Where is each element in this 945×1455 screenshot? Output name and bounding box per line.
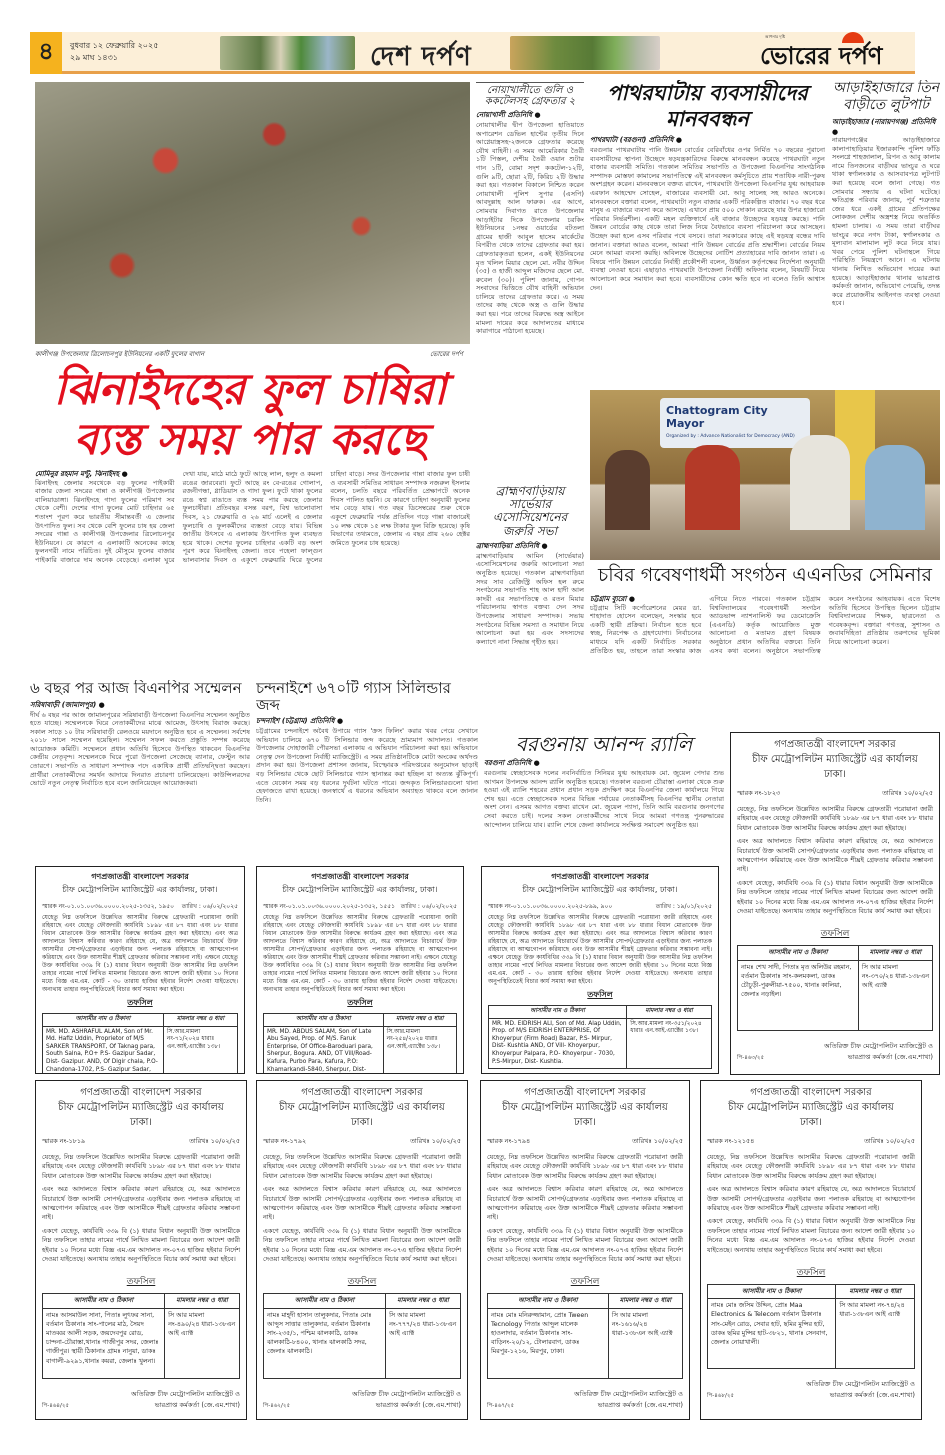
- notice-government: গণপ্রজাতন্ত্রী বাংলাদেশ সরকার: [551, 872, 649, 881]
- legal-notice: [730, 732, 940, 1075]
- signature-line-1: অতিরিক্ত চীফ মেট্রোপলিটন ম্যাজিস্ট্রেট ও: [806, 1380, 915, 1389]
- notice-paragraph: একণে যেহেতু, কার্যবিধি ৩৩৯ বি (১) ধারার বিধান অনুযায়ী উক্ত আসামীকে নিম্ন তফসিলে তাহার নামের পার্শ্বে লিখিত মামলা বিচারের জন্য আদেশ জারী হইবার ১০ দিনের মধ্যে বিজ্ঞ এম.এম আদালত নং-০৭এ হাজির হইবার নির্দেশ দেওয়া যাইতেছে। অন্যথায় তাহার অনুপস্থিতিতে বিচার কার্য সমাধা করা হইবে।: [487, 1226, 683, 1264]
- notice-government: গণপ্রজাতন্ত্রী বাংলাদেশ সরকার: [80, 1087, 202, 1098]
- notice-memo-row: [263, 901, 457, 912]
- noakhali-article: নোয়াখালীতে গুলি ও ককটেলসহ গ্রেফতার ২ নোয়াখালী প্রতিনিধি ● নোয়াখালীর দ্বীপ উপজেলা হাতিয়াতে অপারেশন ডেভিল হান্টের তৃতীয় দিনে আগ্নেয়াস্ত্রসহ-২জনকে গ্রেফতার করেছে যৌথ বাহিনী। এ সময় আমেরিকার তৈরী ১টি পিস্তল, দেশীয় তৈরী ওয়ান শুটার গান ১টি, বোমা সদৃশ ককটেল-১২টি, গুলি ৯টি, ছোরা ২টি, কিরিচ ২টি উদ্ধার করা হয়। গতকাল বিকালে নিশ্চিত করেন নোয়াখালী পুলিশ সুপার (এসপি) আবদুল্লাহ আল ফারুক। এর আগে, সোমবার দিবাগত রাতে উপজেলার আড়াইটার দিকে উপজেলার চরকিং ইউনিয়নের ১নম্বর ওয়ার্ডের বটতলা গ্রামের হাজী আবুল হাসেম মার্কেটের বিপরীত থেকে তাদের গ্রেফতার করা হয়। গ্রেফতারকৃতরা হলেন, একই ইউনিয়নের মৃত খলিল মিয়ার ছেলে মো. নবীর উদ্দিন (৩৫) ও হাজী আব্দুল মজিদের ছেলে মো. রুবেল (৩০)। পুলিশ জানায়, গোপন সংবাদের ভিত্তিতে যৌথ বাহিনী অভিযান চালিয়ে তাদের গ্রেফতার করে। এ সময় তাদের কাছ থেকে অস্ত্র ও গুলি উদ্ধার করা হয়। পরে তাদের বিরুদ্ধে অস্ত্র আইনে মামলা দায়ের করে আদালতের মাধ্যমে কারাগারে পাঠানো হয়েছে।: [476, 82, 584, 477]
- notice-paragraph: এবং অত্র আদালতে বিশ্বাস করিবার কারণ রহিয়াছে যে, অত্র আদালতে বিচারার্থে উক্ত আসামী সোপর্দ/গ্রেফতার এড়াইবার জন্য পলাতক রহিয়াছে বা আত্মগোপন করিয়াছে এবং উক্ত আসামীকে শীঘ্রই গ্রেফতার করিবার সম্ভাবনা নাই।: [487, 1185, 683, 1222]
- notice-city: ঢাকা।: [350, 1117, 374, 1128]
- photo-credit: ভোরের দর্পণ: [430, 350, 463, 358]
- signature-line-1: অতিরিক্ত চীফ মেট্রোপলিটন ম্যাজিস্ট্রেট ও: [131, 1389, 240, 1398]
- notice-schedule-title: তফসিল: [796, 1268, 826, 1279]
- speaker-1: [605, 450, 650, 530]
- section-title: দেশ দর্পণ: [370, 42, 472, 72]
- notice-paragraph: এবং অত্র আদালতে বিশ্বাস করিবার কারণ রহিয়াছে যে, অত্র আদালতে বিচারার্থে উক্ত আসামী সোপর্দ/গ্রেফতার এড়াইবার জন্য পলাতক রহিয়াছে বা আত্মগোপন করিয়াছে এবং উক্ত আসামীকে শীঘ্রই গ্রেফতার করিবার সম্ভাবনা নাই।: [263, 1185, 461, 1222]
- notice-schedule-table: [42, 1293, 240, 1378]
- notice-memo-row: [263, 1136, 461, 1147]
- table-header-row: [738, 946, 933, 960]
- seminar-banner: Chattogram City Mayor Organized by : Advance Nationalist for Democracy (AND): [660, 398, 810, 448]
- issue-date: বুধবার ১২ ফেব্রুয়ারি ২০২৫ ২৯ মাঘ ১৪৩১: [70, 41, 159, 62]
- legal-notice: [35, 866, 245, 1074]
- notice-schedule-table: [487, 1293, 683, 1378]
- notice-paragraph: এবং অত্র আদালতে বিশ্বাস করিবার কারণ রহিয়াছে যে, অত্র আদালতে বিচারার্থে উক্ত আসামী সোপর্দ/গ্রেফতার এড়াইবার জন্য পলাতক রহিয়াছে বা আত্মগোপন করিয়াছে এবং উক্ত আসামীকে শীঘ্রই গ্রেফতার করিবার সম্ভাবনা নাই।: [737, 837, 933, 874]
- column-header-accused: আসামীর নাম ও ঠিকানা: [488, 1294, 609, 1308]
- notice-paragraph: যেহেতু, নিম্ন তফসিলে উল্লেখিত আসামীর বিরুদ্ধে গ্রেফতারী পরোয়ানা জারী রহিয়াছে এবং যেহেতু ফৌজদারী কার্যবিধি ১৮৯৮ এর ৮৭ ধারা এবং ৮৮ ধারার বিধান মোতাবেক উক্ত আসামীর বিরুদ্ধে কার্যক্রম গ্রহণ করা হইয়াছে।: [707, 1153, 915, 1180]
- notice-city: ঢাকা।: [129, 1117, 153, 1128]
- speaker-4: [865, 445, 925, 530]
- lead-headline[interactable]: ঝিনাইদহের ফুল চাষিরা ব্যস্ত সময় পার করছে: [53, 365, 447, 465]
- notice-office: চীফ মেট্রোপলিটন ম্যাজিস্ট্রেট এর কার্যালয়: [58, 1102, 224, 1113]
- patharghata-article: পাথরঘাটায় ব্যবসায়ীদের মানববন্ধন পাথরঘাটা (বরগুনা) প্রতিনিধি ● বরগুনার পাথরঘাটায় পানি উন্নয়ন বোর্ডের বেরিবাঁধের ওপর নির্মিত ৭০ বছরের পুরানো ব্যবসায়ীদের স্থাপনা উচ্ছেদে ষড়যন্ত্রকারিদের বিরুদ্ধে মানববন্ধন করেছে পাথরঘাটা নতুন বাজার ব্যবসায়ী সমিতি। গতকাল সমিতির সভাপতি ও উপজেলা বিএনপির সাংগঠনিক সম্পাদক মোস্তফা কামালের সভাপতিত্বে এই মানববন্ধন কর্মসূচিতে প্রায় শতাধিক নারী-পুরুষ অংশগ্রহন করেন। মানববন্ধনে বক্তব্য রাখেন, পাথরঘাটা উপজেলা বিএনপির যুগ্ম আহবায়ক এরফান আহম্মেদ সোহেল, বাজারের ব্যবসায়ী মো. আবু সালেহ সহ আরও অনেকে। মানববন্ধনে বক্তারা বলেন, পাথরঘাটা নতুন বাজার একটি পরিকল্পিত বাজার। ৭০ বছর ধরে মানুষ এ বাজারে ব্যবসা করে আসছে। এখানে প্রায় ৫০০ দোকান রয়েছে যার উপর হাজারো পরিবার নির্ভরশীল। একটি মহল ব্যক্তিস্বার্থে এই বাজার উচ্ছেদের ষড়যন্ত্র করছে। পানি উন্নয়ন বোর্ডের কাছ থেকে তারা লিজ নিয়ে বৈধভাবে ব্যবসা পরিচালনা করে আসছেন। উচ্ছেদ করা হলে এসব পরিবার পথে বসবে। তারা সরকারের কাছে এই ষড়যন্ত্র বন্ধের দাবি জানান। বক্তারা আরও বলেন, আমরা পানি উন্নয়ন বোর্ডের প্রতি শ্রদ্ধাশীল। বোর্ডের নিয়ম মেনে আমরা ব্যবসা করছি। অবিলম্বে উচ্ছেদের নোটিশ প্রত্যাহারের দাবি জানান তারা। এ বিষয়ে পানি উন্নয়ন বোর্ডের নির্বাহী প্রকৌশলী বলেন, উর্ধ্বতন কর্তৃপক্ষের নির্দেশনা অনুযায়ী ব্যবস্থা নেওয়া হবে। এছাড়াও পাথরঘাটা উপজেলা নির্বাহী অফিসার বলেন, বিষয়টি নিয়ে আলোচনা করে সমাধান করা হবে। ব্যবসায়ীদের কোন ক্ষতি হবে না বলেও তিনি আশ্বাস দেন।: [590, 81, 825, 292]
- newspaper-logo: ভোরের দর্পণ: [760, 42, 883, 70]
- page-number: ৪: [30, 32, 62, 74]
- logo-tagline: আপনার দৃষ্টি: [765, 34, 786, 39]
- notice-body: যেহেতু নিম্ন তফসিলে উল্লেখিত আসামীর বিরুদ্ধে গ্রেফতারী পরোয়ানা জারী রহিয়াছে এবং যেহেতু ফৌজদারী কার্যবিধি ১৮৯৮ এর ৮৭ ধারা এবং ৮৮ ধারার বিধান মোতাবেক উক্ত আসামীর বিরুদ্ধে কার্যক্রম গ্রহণ করা হইয়াছে। এবং অত্র আদালতে বিশ্বাস করিবার কারণ রহিয়াছে যে, অত্র আদালতে বিচারার্থে উক্ত আসামীর সোপর্দ/গ্রেফতার এড়াইবার জন্য পলাতক রহিয়াছে বা আত্মগোপন করিয়াছে এবং উক্ত আসামীর শীঘ্রই গ্রেফতার করিবার সম্ভাবনা নাই। এক্ষনে যেহেতু উক্ত কার্যবিধির ৩৩৯ বি (১) ধারার বিধান অনুযায়ী উক্ত আসামীর নিম্ন তফসিল তাহার নামের পার্শ্বে লিখিত মামলার বিচারের জন্য আদেশ জারী হইবার ১০ দিনের মধ্যে বিজ্ঞ এম.এম. কোর্ট - ৩০ তারায় হাজির হইবার নির্দেশ দেওয়া যাইতেছে। অন্যথায় তাহার অনুপস্থিতিতেই বিচার কার্য সমাধা করা হইবে।: [42, 914, 238, 993]
- notice-date: তারিখ : ০৬/০২/২০২৫: [400, 903, 457, 910]
- notice-schedule-table: [42, 1013, 238, 1074]
- case-details: সি.আর.মামলা নং-২৫৪/২০২৪ ধারাঃ এন.আই.এ্যাক্টের ১৩৮।: [383, 1026, 456, 1074]
- notice-reference-number: পি-৪৬৪/২৫: [42, 1402, 70, 1409]
- araihazar-headline[interactable]: আড়াইহাজারে তিন বাড়ীতে লুটপাট: [832, 80, 940, 113]
- column-header-case: মামলার নম্বর ও ধারা: [163, 1014, 237, 1027]
- legal-notice: [35, 1080, 247, 1420]
- column-header-accused: আসামীর নাম ও ঠিকানা: [43, 1014, 164, 1027]
- notice-office: চীফ মেট্রোপলিটন ম্যাজিস্ট্রেট এর কার্যালয়, ঢাকা।: [62, 885, 218, 894]
- notice-schedule-title: তফসিল: [347, 998, 373, 1007]
- notice-government: গণপ্রজাতন্ত্রী বাংলাদেশ সরকার: [91, 872, 189, 881]
- legal-notice: [700, 1080, 922, 1420]
- case-details: সি আর মামলা নং-৪৯০/২৪ ধারা-১৩৮এন আই এ্যাক্ট: [165, 1308, 240, 1378]
- notice-memo-row: [42, 901, 238, 912]
- notice-schedule-title: তফসিল: [820, 929, 850, 940]
- notice-reference-number: পি-৪৬৮/২৫: [707, 1393, 735, 1400]
- notice-memo-number: স্মারক নং-১২১৫৪: [707, 1137, 755, 1145]
- signature-line-1: অতিরিক্ত চীফ মেট্রোপলিটন ম্যাজিস্ট্রেট ও: [352, 1389, 461, 1398]
- notice-city: ঢাকা।: [573, 1117, 597, 1128]
- column-header-case: মামলার নম্বর ও ধারা: [836, 1285, 915, 1299]
- header-photo-strip-left: [220, 36, 355, 70]
- patharghata-headline[interactable]: পাথরঘাটায় ব্যবসায়ীদের মানববন্ধন: [607, 81, 808, 131]
- speaker-2: [685, 445, 740, 530]
- notice-government: গণপ্রজাতন্ত্রী বাংলাদেশ সরকার: [524, 1087, 646, 1098]
- barguna-article: বরগুনায় আনন্দ র‍্যালি বরগুনা প্রতিনিধি ● বরগুনায় স্বেচ্ছাসেবক দলের নবনির্বাচিত সিনিয়র যুগ্ম আহবায়ক মো. জুয়েল পেদার শুভ আগমন উপলক্ষে আনন্দ র‍্যালি অনুষ্ঠিত হয়েছে। গতকাল বরগুনা চৌরাস্তা এলাকা থেকে শুরু হওয়া এই র‍্যালি শহরের প্রধান প্রধান সড়ক প্রদক্ষিণ করে বিএনপির জেলা কার্যালয়ে গিয়ে শেষ হয়। এতে স্বেচ্ছাসেবক দলের বিভিন্ন পর্যায়ের নেতাকর্মীসহ বিএনপির স্থানীয় নেতারা অংশ নেন। এসময় আগত বক্তব্য রাখেন মো. জুয়েল প্যাদা, তিনি আমি বরগুনার জনগণের সেবা করতে চাই। দলের সকল নেতাকর্মীদের সাথে নিয়ে আমরা গণতন্ত্র পুনরুদ্ধারের আন্দোলন চালিয়ে যাব। র‍্যালি শেষে জেলা কার্যালয়ে সংক্ষিপ্ত সমাবেশ অনুষ্ঠিত হয়।: [484, 733, 724, 829]
- notice-memo-number: স্মারক নং-০১.০১.০০৩৬.০০০০.২০২৫-১৩৫২, ১৯৫০: [42, 903, 175, 910]
- notice-schedule-title: তফসিল: [587, 990, 613, 999]
- notice-memo-number: স্মারক নং-০১.০১.০০৩৬.০০০০.২০২৫-১৩৫২, ১৫৫১: [263, 903, 396, 910]
- table-row: [488, 1308, 683, 1378]
- notice-date: তারিখঃ ১০/০২/২৫: [882, 789, 933, 797]
- notice-body: যেহেতু নিম্ন তফসিলে উল্লেখিত আসামীর বিরুদ্ধে গ্রেফতারী পরোয়ানা জারী রহিয়াছে এবং যেহেতু ফৌজদারী কার্যবিধি ১৮৯৮ এর ৮৭ ধারা এবং ৮৮ ধারার বিধান মোতাবেক উক্ত আসামীর বিরুদ্ধে কার্যক্রম গ্রহণ করা হইয়াছে। এবং অত্র আদালতে বিশ্বাস করিবার কারণ রহিয়াছে যে, অত্র আদালতে বিচারার্থে উক্ত আসামীর সোপর্দ/গ্রেফতার এড়াইবার জন্য পলাতক রহিয়াছে বা আত্মগোপন করিয়াছে এবং উক্ত আসামীর শীঘ্রই গ্রেফতার করিবার সম্ভাবনা নাই। এক্ষনে যেহেতু উক্ত কার্যবিধির ৩৩৯ বি (১) ধারার বিধান অনুযায়ী উক্ত আসামীর নিম্ন তফসিল তাহার নামের পার্শ্বে লিখিত মামলার বিচারের জন্য আদেশ জারী হইবার ১০ দিনের মধ্যে বিজ্ঞ এম.এম. কোর্ট - ৩০ তারায় হাজির হইবার নির্দেশ দেওয়া যাইতেছে। অন্যথায় তাহার অনুপস্থিতিতেই বিচার কার্য সমাধা করা হইবে।: [488, 914, 712, 985]
- notice-paragraph: এবং অত্র আদালতে বিশ্বাস করিবার কারণ রহিয়াছে যে, অত্র আদালতে বিচারার্থে উক্ত আসামী সোপর্দ/গ্রেফতার এড়াইবার জন্য পলাতক রহিয়াছে বা আত্মগোপন করিয়াছে এবং উক্ত আসামীকে শীঘ্রই গ্রেফতার করিবার সম্ভাবনা নাই।: [707, 1185, 915, 1213]
- notice-schedule-title: তফসিল: [127, 998, 153, 1007]
- notice-office: চীফ মেট্রোপলিটন ম্যাজিস্ট্রেট এর কার্যালয়: [728, 1102, 894, 1113]
- notice-paragraph: যেহেতু, নিম্ন তফসিলে উল্লেখিত আসামীর বিরুদ্ধে গ্রেফতারী পরোয়ানা জারী রহিয়াছে এবং যেহেতু ফৌজদারী কার্যবিধি ১৮৯৮ এর ৮৭ ধারা এবং ৮৮ ধারার বিধান মোতাবেক উক্ত আসামীর বিরুদ্ধে কার্যক্রম গ্রহণ করা হইয়াছে।: [263, 1153, 461, 1180]
- case-details: সি আর মামলা নং-১৬১৬/২৪ ধারা-১৩৮এন আই এ্যাক্ট: [608, 1308, 682, 1378]
- notice-memo-number: স্মারক নং-১৭৯২: [263, 1137, 307, 1145]
- table-header-row: [264, 1014, 457, 1027]
- notice-office: চীফ মেট্রোপলিটন ম্যাজিস্ট্রেট এর কার্যালয়: [279, 1102, 445, 1113]
- column-header-accused: আসামীর নাম ও ঠিকানা: [489, 1006, 627, 1019]
- chandanaish-headline[interactable]: চন্দনাইশে ৬৭০টি গ্যাস সিলিন্ডার জব্দ: [256, 680, 451, 714]
- notice-city: ঢাকা।: [823, 769, 847, 780]
- barguna-headline[interactable]: বরগুনায় আনন্দ র‍্যালি: [515, 733, 693, 756]
- notice-government: গণপ্রজাতন্ত্রী বাংলাদেশ সরকার: [774, 739, 896, 750]
- notice-memo-row: [42, 1136, 240, 1147]
- table-header-row: [708, 1285, 915, 1299]
- accused-details: নামঃ মোঃ জসিম উদ্দিন, প্রোঃ Maa Electronics & Telecom বর্তমান ঠিকানাঃ সাং-মেইন রোড, সেবার হাট, ছমির মুন্সির হাট, ডাকঃ ছমির মুন্সির হাট-৩৮২১, থানাঃ সেনবাগ, জেলাঃ নোয়াখালী।: [708, 1299, 836, 1369]
- table-row: [738, 960, 933, 1030]
- speaker-3: [790, 435, 850, 530]
- case-details: সি.আর.মামলা নং-৩৫১/২০২৪ ধারাঃ এন.আই.এ্যাক্টের ১৩৮।: [627, 1018, 712, 1069]
- lead-article-body: মোমিনুর রহমান মন্টু, ঝিনাইদহ ● ঝিনাইদহ জেলার সবথেকে বড় ফুলের পাইকারী বাজার জেলা সদরের গান্না ও কালীগঞ্জ উপজেলার বালিয়াডাঙ্গা। ঝিনাইদহে গাদা ফুলের পরিমাণ সব থেকে বেশী। দেশের গাদা ফুলের মোট চাহিদার ৬৫ শতাংশ পূরণ করে ভারতীয় সীমান্তবর্তী এ জেলার উৎপাদিত ফুল। সব থেকে বেশি ফুলের চাষ হয় জেলা সদরের গান্না ও কালীগঞ্জ উপজেলার ত্রিলোচনপুর ইউনিয়নে। যে কারণে এ এলাকাটি অনেকের কাছে ফুলনগরী নামে পরিচিত। দুই মৌসুমে ফুলের বাজার পাইকারি বাজারে দাম অনেক বেড়েছে। এলাকা ঘুরে দেখা যায়, মাঠে মাঠে ফুটে আছে লাল, হলুদ ও কমলা রঙের জারবেরা। ফুটে আছে রং বে-রঙের গোলাপ, রজনীগন্ধা, গ্লাডিয়াস ও গাদা ফুল। ফুটে থাকা ফুলের রঙে স্বপ্ন রাঙাতে ব্যস্ত সময় পার করছে জেলার ফুলচাষীরা। প্রতিবছর বসন্ত বরণ, বিশ্ব ভালোবাসা দিবস, ২১ ফেব্রুয়ারি ও ২৬ মার্চ এলেই এ জেলার ফুলচাষি ও ফুলকর্মীদের ব্যস্ততা বেড়ে যায়। বিভিন্ন জাতীয় উৎসবে এ এলাকায় উৎপাদিত ফুল ব্যবহৃত হয়ে থাকে। দেশের ফুলের চাহিদার একটি বড় অংশ পূরণ করে ঝিনাইদহ জেলা। তবে পহেলা ফাল্গুন ভালবাসার দিবস ও একুশে ফেব্রুয়ারি ঘিরে ফুলের চাহিদা বাড়ে। সদর উপজেলার গান্না বাজার ফুল চাষী ও ব্যবসায়ী সমিতির সাধারন সম্পাদক নজরুল ইসলাম বলেন, চলতি বছরে পরিবর্তিত প্রেক্ষাপটে অনেক দিবস পালিত হয়নি। যে কারণে চাহিদা অনুযায়ী ফুলের দাম বেড়ে যায়। গত বছর ডিসেম্বরের শুরু থেকে একুশে ফেব্রুয়ারি পর্যন্ত প্রতিদিন গড়ে গান্না বাজারেই ১০ লক্ষ থেকে ১৫ লক্ষ টাকার ফুল বিক্রি হয়েছে। কৃষি বিভাগের তথ্যমতে, জেলায় এ বছর প্রায় ২৬০ হেক্টর জমিতে ফুলের চাষ হয়েছে।: [35, 470, 470, 564]
- notice-date: তারিখঃ ১০/০২/২৫: [632, 1137, 683, 1145]
- notice-paragraph: যেহেতু, নিম্ন তফসিলে উল্লেখিত আসামীর বিরুদ্ধে গ্রেফতারী পরোয়ানা জারী রহিয়াছে এবং যেহেতু ফৌজদারী কার্যবিধি ১৮৯৮ এর ৮৭ ধারা এবং ৮৮ ধারার বিধান মোতাবেক উক্ত আসামীর বিরুদ্ধে কার্যক্রম গ্রহণ করা হইয়াছে।: [42, 1153, 240, 1180]
- notice-schedule-table: [263, 1293, 461, 1378]
- signature-line-1: অতিরিক্ত চীফ মেট্রোপলিটন ম্যাজিস্ট্রেট ও: [824, 1041, 933, 1050]
- notice-memo-row: [737, 788, 933, 799]
- bnp-headline[interactable]: ৬ বছর পর আজ বিএনপির সম্মেলন: [30, 680, 242, 697]
- brahmanbaria-article: ব্রাহ্মণবাড়িয়ায় সার্ভেয়ার এসোসিয়েশনের জরুরি সভা ব্রাহ্মণবাড়িয়া প্রতিনিধি ● ব্রাহ্মণবাড়িয়ায় আমিন (সার্ভেয়ার) এসোসিয়েশনের জরুরি আলোচনা সভা অনুষ্ঠিত হয়েছে। গতকাল ব্রাহ্মণবাড়িয়া সদর সাব রেজিস্ট্রি অফিস হল রুমে সংগঠনের সভাপতি শাহ আল হাদী আল কাদরী এর সভাপতিত্বে ও রতন মিয়ার পরিচালনায় স্বাগত বক্তব্য দেন সদর উপজেলার সাধারণ সম্পাদক। সভায় সংগঠনের বিভিন্ন সমস্যা ও সমাধান নিয়ে আলোচনা করা হয় এবং সদস্যদের কল্যাণে নানা সিদ্ধান্ত গৃহীত হয়।: [476, 485, 584, 646]
- column-header-accused: আসামীর নাম ও ঠিকানা: [43, 1294, 165, 1308]
- notice-body: যেহেতু নিম্ন তফসিলে উল্লেখিত আসামীর বিরুদ্ধে গ্রেফতারী পরোয়ানা জারী রহিয়াছে এবং যেহেতু ফৌজদারী কার্যবিধি ১৮৯৮ এর ৮৭ ধারা এবং ৮৮ ধারার বিধান মোতাবেক উক্ত আসামীর বিরুদ্ধে কার্যক্রম গ্রহণ করা হইয়াছে। এবং অত্র আদালতে বিশ্বাস করিবার কারণ রহিয়াছে যে, অত্র আদালতে বিচারার্থে উক্ত আসামীর সোপর্দ/গ্রেফতার এড়াইবার জন্য পলাতক রহিয়াছে বা আত্মগোপন করিয়াছে এবং উক্ত আসামীর শীঘ্রই গ্রেফতার করিবার সম্ভাবনা নাই। এক্ষনে যেহেতু উক্ত কার্যবিধির ৩৩৯ বি (১) ধারার বিধান অনুযায়ী উক্ত আসামীর নিম্ন তফসিল তাহার নামের পার্শ্বে লিখিত মামলার বিচারের জন্য আদেশ জারী হইবার ১০ দিনের মধ্যে বিজ্ঞ এম.এম. কোর্ট - ৩০ তারায় হাজির হইবার নির্দেশ দেওয়া যাইতেছে। অন্যথায় তাহার অনুপস্থিতিতেই বিচার কার্য সমাধা করা হইবে।: [263, 914, 457, 993]
- notice-memo-number: স্মারক নং-০১.০১.০০৩৬.০০০০.২০২৫-৮৯৯, ৯০০: [488, 903, 613, 910]
- notice-paragraph: যেহেতু, নিম্ন তফসিলে উল্লেখিত আসামীর বিরুদ্ধে গ্রেফতারী পরোয়ানা জারী রহিয়াছে এবং যেহেতু ফৌজদারী কার্যবিধি ১৮৯৮ এর ৮৭ ধারা এবং ৮৮ ধারার বিধান মোতাবেক উক্ত আসামীর বিরুদ্ধে কার্যক্রম গ্রহণ করা হইয়াছে।: [737, 805, 933, 832]
- notice-schedule-title: তফসিল: [570, 1277, 600, 1288]
- seminar-headline[interactable]: চবির গবেষণাধর্মী সংগঠন এএনডির সেমিনার: [598, 564, 932, 586]
- notice-reference-number: পি-৪৬৭/২৫: [487, 1402, 515, 1409]
- accused-details: নামঃ মাহ্‌দী হাসান তালুকদার, পিতাঃ মোঃ আব্দুস সাত্তার তালুকদার, বর্তমান ঠিকানাঃ সাং-২৩৫/১, পশ্চিম ঝালকাঠি, ডাকঃ ঝালকাঠি-৮৪০০, থানাঃ ঝালকাঠি সদর, জেলাঃ ঝালকাঠি।: [264, 1308, 386, 1378]
- notice-office: চীফ মেট্রোপলিটন ম্যাজিস্ট্রেট এর কার্যালয়, ঢাকা।: [522, 885, 678, 894]
- table-row: [43, 1026, 238, 1074]
- notice-date: তারিখঃ ১০/০২/২৫: [864, 1137, 915, 1145]
- notice-office: চীফ মেট্রোপলিটন ম্যাজিস্ট্রেট এর কার্যালয়, ঢাকা।: [282, 885, 438, 894]
- notice-memo-row: [487, 1136, 683, 1147]
- accused-details: নামঃ আসমাউল সানা, পিতাঃ লুৎফর সানা, বর্তমান ঠিকানাঃ সাং-পালের মাঠ, সৈয়দ মাতব্বর আলী সড়ক, জয়দেবপুর রোড, চান্দনা-চৌরাস্তা,থানাঃ গাজীপুর সদর, জেলাঃ গাজীপুর। স্থায়ী ঠিকানাঃ গ্রামঃ নানুয়া, ডাকঃ বাগালী-৯২৯১,থানাঃ কয়রা, জেলাঃ খুলনা।: [43, 1308, 165, 1378]
- column-header-accused: আসামীর নাম ও ঠিকানা: [708, 1285, 836, 1299]
- column-header-accused: আসামীর নাম ও ঠিকানা: [738, 946, 859, 960]
- notice-schedule-table: [263, 1013, 457, 1074]
- notice-schedule-table: [707, 1284, 915, 1369]
- photo-caption: কালীগঞ্জ উপজেলার ত্রিলোচনপুর ইউনিয়নের একটি ফুলের বাগান: [35, 350, 205, 358]
- notice-schedule-title: তফসিল: [126, 1277, 156, 1288]
- case-details: সি.আর.মামলা নং-৭১/২০২৪ ধারাঃ এন.আই.এ্যাক্টের ১৩৮।: [163, 1026, 237, 1074]
- signature-line-2: ভারপ্রাপ্ত কর্মকর্তা (জে.এম.শাখা): [154, 1400, 240, 1409]
- notice-date: তারিখঃ ১০/০২/২৫: [189, 1137, 240, 1145]
- case-details: সি আর মামলা নং-৭৪/২৪ ধারা-১৩৮এন আই এ্যাক্ট: [836, 1299, 915, 1369]
- column-header-accused: আসামীর নাম ও ঠিকানা: [264, 1014, 384, 1027]
- table-header-row: [43, 1294, 240, 1308]
- notice-paragraph: একণে যেহেতু, কার্যবিধি ৩৩৯ বি (১) ধারার বিধান অনুযায়ী উক্ত আসামীকে নিম্ন তফসিলে তাহার নামের পার্শ্বে লিখিত মামলা বিচারের জন্য আদেশ জারী হইবার ১০ দিনের মধ্যে বিজ্ঞ এম.এম আদালত নং-০৭এ হাজির হইবার নির্দেশ দেওয়া যাইতেছে। অন্যথায় তাহার অনুপস্থিতিতে বিচার কার্য সমাধা করা হইবে।: [707, 1217, 915, 1254]
- column-header-accused: আসামীর নাম ও ঠিকানা: [264, 1294, 386, 1308]
- accused-details: MR. MD. EIDRISH ALI, Son of Md. Alap Uddin, Prop. of M/S EIDRISH ENTERPRISE, Of Khoyerpur (Firm Road) Bazar, P.S- Mirpur, Dist- Kushtia AND, Of Vill- Khoyerpur, Khoyerpur Palpara, P.O- Khoyerpur - 7030, P.S-Mirpur, Dist- Kushtia.: [489, 1018, 627, 1069]
- notice-paragraph: একণে যেহেতু, কার্যবিধি ৩৩৯ বি (১) ধারার বিধান অনুযায়ী উক্ত আসামীকে নিম্ন তফসিলে তাহার নামের পার্শ্বে লিখিত মামলা বিচারের জন্য আদেশ জারী হইবার ১০ দিনের মধ্যে বিজ্ঞ এম.এম আদালত নং-০৭এ হাজির হইবার নির্দেশ দেওয়া যাইতেছে। অন্যথায় তাহার অনুপস্থিতিতে বিচার কার্য সমাধা করা হইবে।: [737, 878, 933, 916]
- signature-line-1: অতিরিক্ত চীফ মেট্রোপলিটন ম্যাজিস্ট্রেট ও: [574, 1389, 683, 1398]
- column-header-case: মামলার নম্বর ও ধারা: [386, 1294, 461, 1308]
- seminar-photo: [590, 390, 940, 560]
- lead-byline: মোমিনুর রহমান মন্টু, ঝিনাইদহ ●: [35, 470, 128, 478]
- notice-city: ঢাকা।: [799, 1117, 823, 1128]
- table-row: [489, 1018, 712, 1069]
- notice-date: তারিখ : ১৯/০১/২০২৫: [655, 903, 712, 910]
- notice-schedule-title: তফসিল: [347, 1277, 377, 1288]
- araihazar-article: আড়াইহাজারে তিন বাড়ীতে লুটপাট আড়াইহাজার (নারায়ণগঞ্জ) প্রতিনিধি ● নারায়ণগঞ্জের আড়াইহাজারে কালাপাহাড়িয়ার ইজারকান্দি পুলিশ ফাঁড়ি সংলগ্নে শাহজালাল, রিপন ও আবু কালাম নামে তিনজনের বাড়ীঘর ভাংচুর ও ঘরে থাকা স্বর্ণালংকার ও আসবাবপত্র লুটপাট করা হয়েছে বলে জানা গেছে। গত সোমবার সন্ধ্যায় এ ঘটনা ঘটেছে। ক্ষতিগ্রস্ত পরিবার জানায়, পূর্ব শত্রুতার জের ধরে একই গ্রামের প্রতিপক্ষের লোকজন দেশীয় অস্ত্রশস্ত্র নিয়ে অতর্কিত হামলা চালায়। এ সময় তারা বাড়ীঘর ভাংচুর করে নগদ টাকা, স্বর্ণালংকার ও মূল্যবান মালামাল লুট করে নিয়ে যায়। খবর পেয়ে পুলিশ ঘটনাস্থলে গিয়ে পরিস্থিতি নিয়ন্ত্রণে আনে। এ ঘটনায় থানায় লিখিত অভিযোগ দায়ের করা হয়েছে। আড়াইহাজার থানার ভারপ্রাপ্ত কর্মকর্তা জানান, অভিযোগ পেয়েছি, তদন্ত করে প্রয়োজনীয় আইনগত ব্যবস্থা নেওয়া হবে।: [832, 80, 940, 308]
- notice-memo-number: স্মারক নং-১৮২৩: [737, 789, 781, 797]
- notice-government: গণপ্রজাতন্ত্রী বাংলাদেশ সরকার: [301, 1087, 423, 1098]
- table-header-row: [264, 1294, 461, 1308]
- legal-notice: [256, 866, 464, 1074]
- signature-line-2: ভারপ্রাপ্ত কর্মকর্তা (জে.এম.শাখা): [829, 1391, 915, 1400]
- legal-notice: [256, 1080, 468, 1420]
- accused-details: নামঃ মোঃ মনিরুজ্জামান, প্রোঃ Tween Tecnology পিতাঃ আব্দুল মালেক হাওলাদার, বর্তমান ঠিকানাঃ সাং-বাড়িনং-২০/১২, টোলারবাগ, ডাকঃ মিরপুর-১২১৬, মিরপুর, ঢাকা।: [488, 1308, 609, 1378]
- case-details: সি আর মামলা নং-৭৭৭/২৪ ধারা-১৩৮এন আই এ্যাক্ট: [386, 1308, 461, 1378]
- signature-line-2: ভারপ্রাপ্ত কর্মকর্তা (জে.এম.শাখা): [375, 1400, 461, 1409]
- table-header-row: [488, 1294, 683, 1308]
- notice-memo-number: স্মারক নং-১৮১৯: [42, 1137, 86, 1145]
- column-header-case: মামলার নম্বর ও ধারা: [383, 1014, 456, 1027]
- table-header-row: [43, 1014, 238, 1027]
- legal-notice: [481, 866, 719, 1074]
- notice-paragraph: এবং অত্র আদালতে বিশ্বাস করিবার কারণ রহিয়াছে যে, অত্র আদালতে বিচারার্থে উক্ত আসামী সোপর্দ/গ্রেফতার এড়াইবার জন্য পলাতক রহিয়াছে বা আত্মগোপন করিয়াছে এবং উক্ত আসামীকে শীঘ্রই গ্রেফতার করিবার সম্ভাবনা নাই।: [42, 1185, 240, 1222]
- legal-notice: [480, 1080, 690, 1420]
- page-header: [30, 32, 915, 74]
- header-photo-strip-right: [510, 36, 660, 70]
- signature-line-2: ভারপ্রাপ্ত কর্মকর্তা (জে.এম.শাখা): [847, 1052, 933, 1061]
- table-row: [708, 1299, 915, 1369]
- notice-schedule-table: [737, 945, 933, 1030]
- notice-office: চীফ মেট্রোপলিটন ম্যাজিস্ট্রেট এর কার্যালয়: [752, 754, 918, 765]
- table-row: [43, 1308, 240, 1378]
- notice-memo-row: [488, 901, 712, 912]
- notice-memo-row: [707, 1136, 915, 1147]
- notice-reference-number: পি-৪৬২/২৫: [263, 1402, 291, 1409]
- case-details: সি আর মামলা নং-৩৭০/২৪ ধারা-১৩৮এন আই এ্যাক্ট: [858, 960, 932, 1030]
- signature-line-2: ভারপ্রাপ্ত কর্মকর্তা (জে.এম.শাখা): [597, 1400, 683, 1409]
- column-header-case: মামলার নম্বর ও ধারা: [165, 1294, 240, 1308]
- notice-date: তারিখ : ০৬/০২/২০২৫: [181, 903, 238, 910]
- seminar-article-body: চট্টগ্রাম ব্যুরো ● চট্টগ্রাম সিটি কর্পোরেশনের মেয়র ডা. শাহাদাত হোসেন বলেছেন, সংস্কার হবে একটি স্থায়ী প্রক্রিয়া। নির্বাচন হতে হবে স্বচ্ছ, নিরপেক্ষ ও গ্রহণযোগ্য। নির্বাচনের মাধ্যমে যদি একটি নির্বাচিত সরকার প্রতিষ্ঠিত হয়, তাহলে তারা সংস্কার কাজ এগিয়ে নিতে পারবে। গতকাল চট্টগ্রাম বিশ্ববিদ্যালয়ের গবেষণাধর্মী সংগঠন অ্যাডভান্স ন্যাশনালিস্ট ফর ডেমোক্রেসি (এএনডি) কর্তৃক আয়োজিত মুক্ত আলোচনা ও মতামত গ্রহণ বিষয়ক অনুষ্ঠানে প্রধান অতিথির বক্তব্যে তিনি এসব কথা বলেন। অনুষ্ঠানে সভাপতিত্ব করেন সংগঠনের আহবায়ক। এতে বিশেষ অতিথি হিসেবে উপস্থিত ছিলেন চট্টগ্রাম বিশ্ববিদ্যালয়ের শিক্ষক, ছাত্রনেতা ও গবেষকবৃন্দ। বক্তারা গণতন্ত্র, সুশাসন ও জবাবদিহিতা প্রতিষ্ঠায় তরুণদের ভূমিকা নিয়ে আলোচনা করেন।: [590, 595, 940, 655]
- accused-details: নামঃ শেখ সাদী, পিতাঃ মৃত অলিউর রহমান, বর্তমান ঠিকানাঃ সাং-কলমকলা, ডাকঃ চৌচুড়ী-পুরুলীয়া-৭৫০০, থানাঃ কালিয়া, জেলাঃ নড়াইল।: [738, 960, 859, 1030]
- notice-paragraph: একণে যেহেতু, কার্যবিধি ৩৩৯ বি (১) ধারার বিধান অনুযায়ী উক্ত আসামীকে নিম্ন তফসিলে তাহার নামের পার্শ্বে লিখিত মামলা বিচারের জন্য আদেশ জারী হইবার ১০ দিনের মধ্যে বিজ্ঞ এম.এম আদালত নং-০৭এ হাজির হইবার নির্দেশ দেওয়া যাইতেছে। অন্যথায় তাহার অনুপস্থিতিতে বিচার কার্য সমাধা করা হইবে।: [42, 1226, 240, 1264]
- column-header-case: মামলার নম্বর ও ধারা: [627, 1006, 712, 1019]
- column-header-case: মামলার নম্বর ও ধারা: [608, 1294, 682, 1308]
- flower-garden-photo: [35, 82, 470, 344]
- notice-government: গণপ্রজাতন্ত্রী বাংলাদেশ সরকার: [311, 872, 409, 881]
- notice-paragraph: যেহেতু, নিম্ন তফসিলে উল্লেখিত আসামীর বিরুদ্ধে গ্রেফতারী পরোয়ানা জারী রহিয়াছে এবং যেহেতু ফৌজদারী কার্যবিধি ১৮৯৮ এর ৮৭ ধারা এবং ৮৮ ধারার বিধান মোতাবেক উক্ত আসামীর বিরুদ্ধে কার্যক্রম গ্রহণ করা হইয়াছে।: [487, 1153, 683, 1180]
- noakhali-headline[interactable]: নোয়াখালীতে গুলি ও ককটেলসহ গ্রেফতার ২: [476, 82, 584, 107]
- bnp-conference-article: ৬ বছর পর আজ বিএনপির সম্মেলন সরিষাবাড়ী (জামালপুর) ● দীর্ঘ ৬ বছর পর আজ জামালপুরের সরিষাবাড়ী উপজেলা বিএনপির সম্মেলন অনুষ্ঠিত হতে যাচ্ছে। সম্মেলনকে ঘিরে নেতাকর্মীদের মাঝে আমেজ, উৎসাহ বিরাজ করছে। সকাল সাড়ে ১০ টায় সরিষাবাড়ী রেলওয়ে ময়দানে অনুষ্ঠিত হবে এ সম্মেলন। সর্বশেষ ২০১৮ সালে সম্মেলন হয়েছিল। সম্মেলন সফল করতে প্রস্তুতি সম্পন্ন করেছে আয়োজক কমিটি। সম্মেলনে প্রধান অতিথি হিসেবে উপস্থিত থাকবেন বিএনপির কেন্দ্রীয় নেতৃবৃন্দ। সম্মেলনকে ঘিরে পুরো উপজেলা সেজেছে ব্যানার, ফেস্টুন আর তোরণে। সভাপতি ও সাধারণ সম্পাদক পদে একাধিক প্রার্থী প্রতিদ্বন্দ্বিতা করছেন। প্রার্থীরা নেতাকর্মীদের সমর্থন আদায়ে দিনরাত প্রচারণা চালিয়েছেন। কাউন্সিলরদের ভোটে নতুন নেতৃত্ব নির্বাচিত হবে বলে জানিয়েছেন আয়োজকরা।: [30, 680, 250, 788]
- notice-government: গণপ্রজাতন্ত্রী বাংলাদেশ সরকার: [750, 1087, 872, 1098]
- notice-date: তারিখঃ ১০/০২/২৫: [410, 1137, 461, 1145]
- table-row: [264, 1026, 457, 1074]
- notice-office: চীফ মেট্রোপলিটন ম্যাজিস্ট্রেট এর কার্যালয়: [502, 1102, 668, 1113]
- chandanaish-article: চন্দনাইশে ৬৭০টি গ্যাস সিলিন্ডার জব্দ চন্দনাইশ (চট্টগ্রাম) প্রতিনিধি ● চট্টগ্রামের চন্দনাইশে অবৈধ উপায়ে গ্যাস 'ক্রস ফিলিং' করার খবর পেয়ে সেখানে অভিযান চালিয়ে ৬৭০ টি সিলিন্ডার জব্দ করেছে ভ্রাম্যমাণ আদালত। গতকাল উপজেলার দোহাজারী পৌরসভা এলাকায় এ অভিযান পরিচালনা করা হয়। অভিযানে নেতৃত্ব দেন উপজেলা নির্বাহী ম্যাজিস্ট্রেট। এ সময় প্রতিষ্ঠানটিকে মোটা অংকের অর্থদণ্ড প্রদান করা হয়। উপজেলা প্রশাসন জানায়, বিস্ফোরক পরিদপ্তরের অনুমোদন ছাড়াই বড় সিলিন্ডার থেকে ছোট সিলিন্ডারে গ্যাস স্থানান্তর করা হচ্ছিল যা অত্যন্ত ঝুঁকিপূর্ণ। এতে যেকোন সময় বড় ধরনের দুর্ঘটনা ঘটতে পারে। জব্দকৃত সিলিন্ডারগুলো থানা হেফাজতে রাখা হয়েছে। জনস্বার্থে এ ধরনের অভিযান অব্যাহত থাকবে বলে জানান তিনি।: [256, 680, 478, 804]
- notice-schedule-table: [488, 1005, 712, 1069]
- table-header-row: [489, 1006, 712, 1019]
- notice-memo-number: স্মারক নং-১৭৯৪: [487, 1137, 531, 1145]
- notice-paragraph: একণে যেহেতু, কার্যবিধি ৩৩৯ বি (১) ধারার বিধান অনুযায়ী উক্ত আসামীকে নিম্ন তফসিলে তাহার নামের পার্শ্বে লিখিত মামলা বিচারের জন্য আদেশ জারী হইবার ১০ দিনের মধ্যে বিজ্ঞ এম.এম আদালত নং-০৭এ হাজির হইবার নির্দেশ দেওয়া যাইতেছে। অন্যথায় তাহার অনুপস্থিতিতে বিচার কার্য সমাধা করা হইবে।: [263, 1226, 461, 1264]
- notice-reference-number: পি-৪৬৩/২৫: [737, 1054, 765, 1061]
- accused-details: MR. MD. ABDUS SALAM, Son of Late Abu Sayed, Prop. of M/S. Faruk Enterprise, Of Office-Baroduari para, Sherpur, Bogura. AND, OT Vill/Road- Kafura, Purbo Para, Kafura, P.O: Khamarkandi-5840, Sherpur, Dist-: [264, 1026, 384, 1074]
- brahmanbaria-headline[interactable]: ব্রাহ্মণবাড়িয়ায় সার্ভেয়ার এসোসিয়েশনের জরুরি সভা: [492, 485, 568, 538]
- table-row: [264, 1308, 461, 1378]
- accused-details: MR. MD. ASHRAFUL ALAM, Son of Mr. Md. Hafiz Uddin, Proprietor of M/S SARKER TRANSPORT, Of Taknag para, South Salna, P.O+ P.S- Gazipur Sadar, Dist- Gazipur. AND, Of Digir chala, P.O- Chandona-1702, P.S- Gazipur Sadar,: [43, 1026, 164, 1074]
- column-header-case: মামলার নম্বর ও ধারা: [858, 946, 932, 960]
